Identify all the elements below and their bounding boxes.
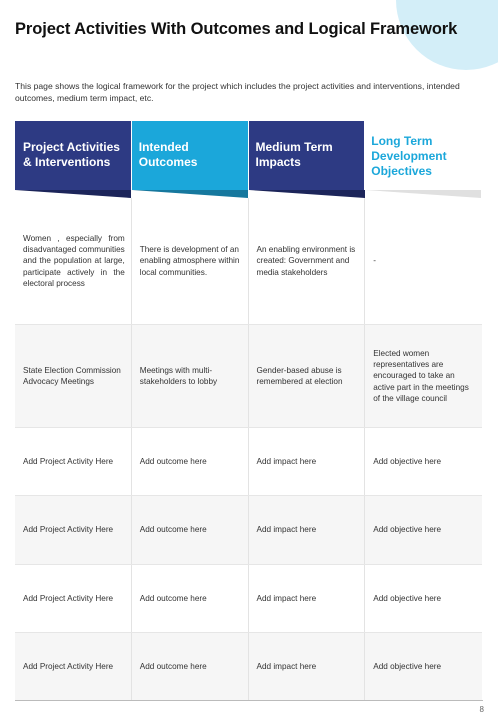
table-row	[15, 495, 482, 564]
table-cell: Add impact here	[249, 428, 366, 495]
table-cell: Add impact here	[249, 565, 366, 632]
table-cell: Elected women representatives are encouraged to take an active part in the meetings of the village council	[373, 348, 469, 403]
table-header-row	[15, 121, 482, 190]
footer-divider	[15, 700, 483, 701]
table-cell: Add objective here	[373, 593, 442, 603]
table-cell: Add objective here	[373, 456, 442, 466]
page-description: This page shows the logical framework for the project which includes the project activities and interventions, intended outcomes, medium term impact, etc.	[15, 81, 460, 103]
table-cell: Gender-based abuse is remembered at election	[249, 325, 366, 427]
table-cell: Add objective here	[373, 525, 442, 535]
table-cell: Add outcome here	[132, 496, 249, 564]
table-cell: Add impact here	[249, 633, 366, 700]
table-cell: -	[373, 256, 376, 266]
table-cell: Add outcome here	[132, 633, 249, 700]
table-cell: Add Project Activity Here	[15, 428, 132, 495]
table-cell: Add outcome here	[132, 565, 249, 632]
table-row	[15, 198, 482, 324]
page-title: Project Activities With Outcomes and Logical Framework	[15, 20, 458, 38]
table-cell: State Election Commission Advocacy Meetings	[15, 325, 132, 427]
table-cell: Women , especially from disadvantaged communities and the population at large, participate actively in the electoral process	[15, 198, 132, 324]
table-row	[15, 632, 482, 700]
table-row	[15, 427, 482, 495]
table-cell: Meetings with multi-stakeholders to lobby	[132, 325, 249, 427]
table-row	[15, 324, 482, 427]
table-cell: Add impact here	[249, 496, 366, 564]
header-long-term-objectives: Long Term Development Objectives	[365, 121, 482, 190]
logical-framework-table	[15, 121, 482, 700]
table-row	[15, 564, 482, 632]
table-cell: There is development of an enabling atmosphere within local communities.	[132, 198, 249, 324]
header-medium-term-impacts: Medium Term Impacts	[249, 121, 366, 190]
page-number: 8	[479, 705, 484, 714]
header-project-activities: Project Activities & Interventions	[15, 121, 132, 190]
table-cell: Add Project Activity Here	[15, 496, 132, 564]
table-cell: An enabling environment is created: Government and media stakeholders	[249, 198, 366, 324]
table-cell: Add outcome here	[132, 428, 249, 495]
table-cell: Add Project Activity Here	[15, 565, 132, 632]
table-cell: Add Project Activity Here	[15, 633, 132, 700]
header-intended-outcomes: Intended Outcomes	[132, 121, 249, 190]
table-cell: Add objective here	[373, 661, 442, 671]
